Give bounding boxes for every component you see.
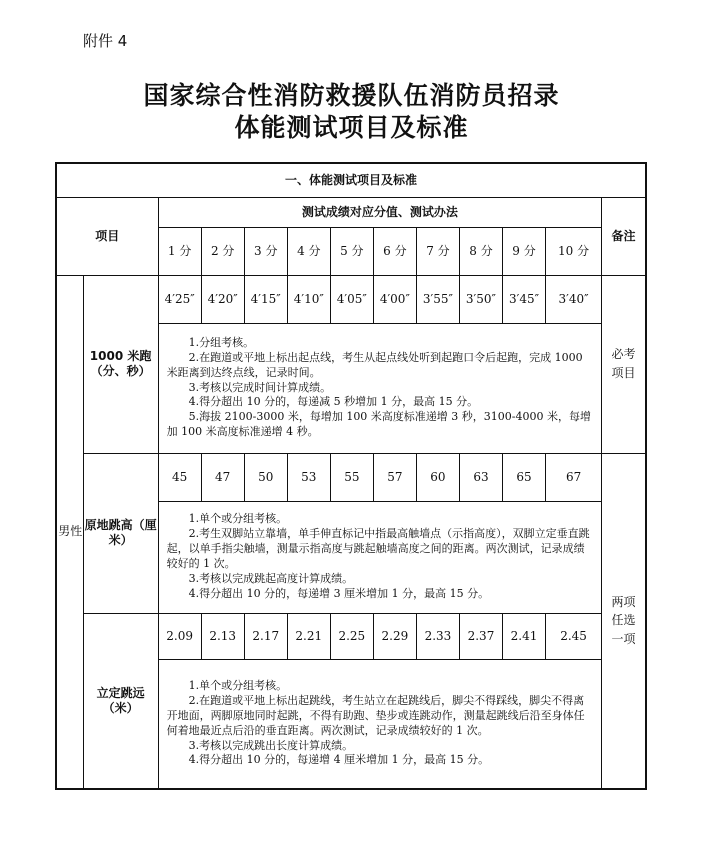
row-value: 53 bbox=[287, 453, 330, 501]
gender-label: 男性 bbox=[56, 275, 83, 789]
method-line: 5.海拔 2100-3000 米，每增加 100 米高度标准递增 3 秒，3100-4000 米，每增加 100 米高度标准递增 4 秒。 bbox=[166, 410, 591, 439]
row-value: 63 bbox=[459, 453, 502, 501]
header-item: 项目 bbox=[56, 197, 158, 275]
row-value: 2.13 bbox=[201, 613, 244, 659]
row-name-long-jump: 立定跳远（米） bbox=[83, 613, 158, 789]
row-value: 55 bbox=[330, 453, 373, 501]
row-value: 2.33 bbox=[416, 613, 459, 659]
method-line: 1.单个或分组考核。 bbox=[188, 679, 288, 693]
row-value: 3′40″ bbox=[546, 275, 602, 323]
method-long-jump bbox=[158, 659, 602, 789]
method-1000m bbox=[158, 323, 602, 453]
score-label: 6 分 bbox=[373, 227, 416, 275]
attachment-label: 附件 4 bbox=[83, 32, 128, 50]
method-line: 4.得分超出 10 分的，每递减 5 秒增加 1 分，最高 15 分。 bbox=[188, 395, 479, 409]
method-line: 2.在跑道或平地上标出起跳线，考生站立在起跳线后，脚尖不得踩线，脚尖不得离开地面，两脚原地同时起跳，不得有助跑、垫步或连跳动作，测量起跳线后沿至身体任何着地最近点后沿的垂直距离。两次测试，记录成绩较好的 1 次。 bbox=[166, 694, 585, 737]
row-value: 2.09 bbox=[158, 613, 201, 659]
row-value: 57 bbox=[373, 453, 416, 501]
row-value: 4′05″ bbox=[330, 275, 373, 323]
method-line: 1.单个或分组考核。 bbox=[188, 512, 288, 526]
score-label: 5 分 bbox=[330, 227, 373, 275]
remark-required: 必考项目 bbox=[602, 275, 646, 453]
method-line: 3.考核以完成跳出长度计算成绩。 bbox=[188, 738, 354, 752]
method-line: 4.得分超出 10 分的，每递增 3 厘米增加 1 分，最高 15 分。 bbox=[188, 586, 490, 600]
score-label: 4 分 bbox=[287, 227, 330, 275]
document-title-line1: 国家综合性消防救援队伍消防员招录 bbox=[143, 81, 560, 110]
document-title-line2: 体能测试项目及标准 bbox=[234, 113, 469, 142]
row-value: 2.41 bbox=[503, 613, 546, 659]
method-line: 2.在跑道或平地上标出起点线，考生从起点线处听到起跑口令后起跑，完成 1000 米距离到达终点线，记录时间。 bbox=[166, 350, 583, 379]
header-remark: 备注 bbox=[602, 197, 646, 275]
method-line: 1.分组考核。 bbox=[188, 336, 255, 350]
row-value: 2.21 bbox=[287, 613, 330, 659]
row-value: 2.37 bbox=[459, 613, 502, 659]
fitness-test-table bbox=[55, 162, 647, 790]
remark-choose-one: 两项任选一项 bbox=[602, 453, 646, 789]
row-value: 2.45 bbox=[546, 613, 602, 659]
row-value: 67 bbox=[546, 453, 602, 501]
method-line: 2.考生双脚站立靠墙，单手伸直标记中指最高触墙点（示指高度），双脚立定垂直跳起，以单手指尖触墙，测量示指高度与跳起触墙高度之间的距离。两次测试，记录成绩较好的 1 次。 bbox=[166, 527, 590, 570]
row-value: 4′15″ bbox=[244, 275, 287, 323]
score-label: 3 分 bbox=[244, 227, 287, 275]
method-line: 3.考核以完成跳起高度计算成绩。 bbox=[188, 571, 354, 585]
method-line: 3.考核以完成时间计算成绩。 bbox=[188, 380, 332, 394]
row-value: 3′55″ bbox=[416, 275, 459, 323]
method-line: 4.得分超出 10 分的，每递增 4 厘米增加 1 分，最高 15 分。 bbox=[188, 753, 490, 767]
score-label: 8 分 bbox=[459, 227, 502, 275]
score-label: 2 分 bbox=[201, 227, 244, 275]
score-label: 10 分 bbox=[546, 227, 602, 275]
row-value: 4′00″ bbox=[373, 275, 416, 323]
row-value: 60 bbox=[416, 453, 459, 501]
row-value: 4′20″ bbox=[201, 275, 244, 323]
row-value: 50 bbox=[244, 453, 287, 501]
row-value: 65 bbox=[503, 453, 546, 501]
row-value: 2.17 bbox=[244, 613, 287, 659]
method-high-jump bbox=[158, 501, 602, 613]
section-title: 一、体能测试项目及标准 bbox=[56, 163, 646, 197]
row-name-1000m: 1000 米跑（分、秒） bbox=[83, 275, 158, 453]
row-value: 47 bbox=[201, 453, 244, 501]
row-value: 45 bbox=[158, 453, 201, 501]
row-value: 3′45″ bbox=[503, 275, 546, 323]
score-label: 9 分 bbox=[503, 227, 546, 275]
row-value: 4′25″ bbox=[158, 275, 201, 323]
row-name-high-jump: 原地跳高（厘米） bbox=[83, 453, 158, 613]
score-label: 1 分 bbox=[158, 227, 201, 275]
row-value: 4′10″ bbox=[287, 275, 330, 323]
row-value: 2.25 bbox=[330, 613, 373, 659]
row-value: 2.29 bbox=[373, 613, 416, 659]
header-scores-title: 测试成绩对应分值、测试办法 bbox=[158, 197, 602, 227]
score-label: 7 分 bbox=[416, 227, 459, 275]
row-value: 3′50″ bbox=[459, 275, 502, 323]
